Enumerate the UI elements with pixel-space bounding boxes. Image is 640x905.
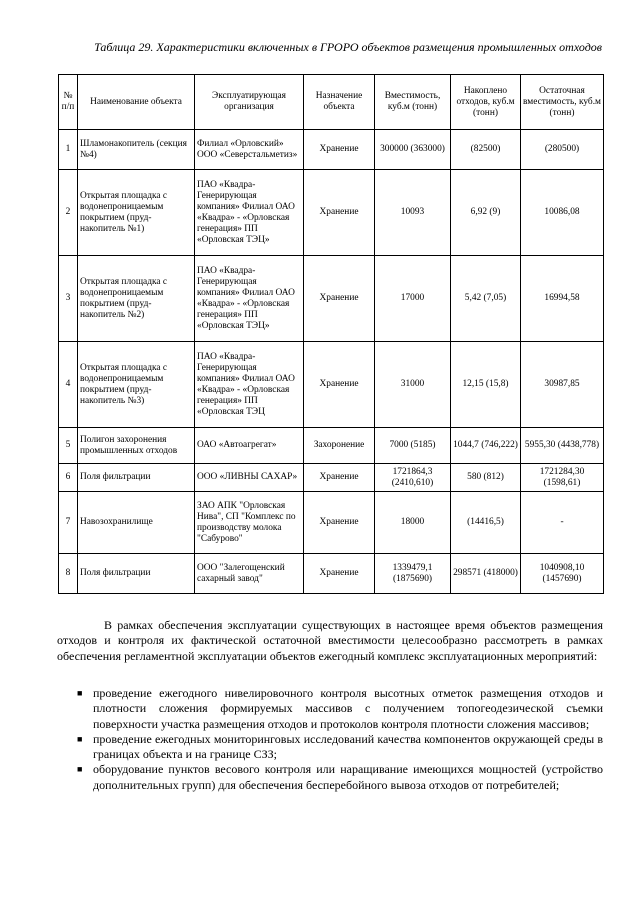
cell-remaining: (280500) [521, 130, 604, 170]
cell-capacity: 1721864,3 (2410,610) [375, 464, 451, 492]
cell-capacity: 31000 [375, 342, 451, 428]
header-remaining: Остаточная вместимость, куб.м (тонн) [521, 75, 604, 130]
cell-remaining: 1040908,10 (1457690) [521, 554, 604, 594]
cell-remaining: 10086,08 [521, 170, 604, 256]
cell-capacity: 1339479,1 (1875690) [375, 554, 451, 594]
cell-accumulated: 5,42 (7,05) [451, 256, 521, 342]
cell-operator: ПАО «Квадра-Генерирующая компания» Филиал ОАО «Квадра» - «Орловская генерация» ПП «Орловская ТЭЦ» [195, 256, 304, 342]
list-item-text: проведение ежегодного нивелировочного контроля высотных отметок размещения отходов и плотности сложения формируемых массивов с получением топогеодезической съемки поверхности участка размещения отходов и протоколов контроля плотности сложения массивов; [93, 686, 603, 731]
cell-purpose: Хранение [304, 130, 375, 170]
cell-accumulated: 1044,7 (746,222) [451, 428, 521, 464]
cell-operator: ПАО «Квадра-Генерирующая компания» Филиал ОАО «Квадра» - «Орловская генерация» ПП «Орловская ТЭЦ [195, 342, 304, 428]
table-row [59, 256, 604, 342]
cell-accumulated: (14416,5) [451, 492, 521, 554]
cell-operator: ПАО «Квадра-Генерирующая компания» Филиал ОАО «Квадра» - «Орловская генерация» ПП «Орловская ТЭЦ» [195, 170, 304, 256]
cell-number: 1 [59, 130, 78, 170]
list-item [57, 762, 603, 793]
cell-object-name: Поля фильтрации [78, 554, 195, 594]
cell-operator: ОАО «Автоагрегат» [195, 428, 304, 464]
cell-capacity: 300000 (363000) [375, 130, 451, 170]
cell-purpose: Хранение [304, 256, 375, 342]
header-operator: Эксплуатирующая организация [195, 75, 304, 130]
cell-number: 7 [59, 492, 78, 554]
header-object-name: Наименование объекта [78, 75, 195, 130]
measures-list [57, 686, 603, 793]
cell-object-name: Шламонакопитель (секция №4) [78, 130, 195, 170]
cell-purpose: Хранение [304, 464, 375, 492]
cell-operator: ООО «ЛИВНЫ САХАР» [195, 464, 304, 492]
cell-accumulated: 6,92 (9) [451, 170, 521, 256]
cell-purpose: Хранение [304, 170, 375, 256]
cell-operator: Филиал «Орловский» ООО «Северстальметиз» [195, 130, 304, 170]
cell-purpose: Хранение [304, 342, 375, 428]
cell-object-name: Навозохранилище [78, 492, 195, 554]
cell-number: 4 [59, 342, 78, 428]
cell-object-name: Открытая площадка с водонепроницаемым покрытием (пруд-накопитель №3) [78, 342, 195, 428]
table-row [59, 464, 604, 492]
cell-number: 3 [59, 256, 78, 342]
table-row [59, 428, 604, 464]
cell-purpose: Захоронение [304, 428, 375, 464]
body-paragraph: В рамках обеспечения эксплуатации существующих в настоящее время объектов размещения отходов и контроля их фактической остаточной вместимости целесообразно рассмотреть в рамках обеспечения регламентной эксплуатации объектов ежегодный комплекс эксплуатационных мероприятий: [57, 618, 603, 663]
cell-accumulated: 298571 (418000) [451, 554, 521, 594]
square-bullet-icon: ■ [77, 688, 83, 698]
cell-purpose: Хранение [304, 492, 375, 554]
cell-operator: ЗАО АПК "Орловская Нива", СП "Комплекс по производству молока "Сабурово" [195, 492, 304, 554]
cell-number: 6 [59, 464, 78, 492]
cell-purpose: Хранение [304, 554, 375, 594]
header-number: № п/п [59, 75, 78, 130]
square-bullet-icon: ■ [77, 764, 83, 775]
cell-number: 2 [59, 170, 78, 256]
cell-object-name: Полигон захоронения промышленных отходов [78, 428, 195, 464]
cell-remaining: - [521, 492, 604, 554]
list-item [57, 686, 603, 732]
cell-accumulated: (82500) [451, 130, 521, 170]
cell-remaining: 30987,85 [521, 342, 604, 428]
cell-capacity: 10093 [375, 170, 451, 256]
table-row [59, 492, 604, 554]
header-accumulated: Накоплено отходов, куб.м (тонн) [451, 75, 521, 130]
cell-accumulated: 580 (812) [451, 464, 521, 492]
table-row [59, 130, 604, 170]
square-bullet-icon: ■ [77, 733, 83, 744]
cell-object-name: Открытая площадка с водонепроницаемым покрытием (пруд-накопитель №2) [78, 256, 195, 342]
cell-object-name: Поля фильтрации [78, 464, 195, 492]
table-row [59, 342, 604, 428]
cell-number: 8 [59, 554, 78, 594]
table-row [59, 554, 604, 594]
cell-remaining: 1721284,30 (1598,61) [521, 464, 604, 492]
cell-operator: ООО "Залегощенский сахарный завод" [195, 554, 304, 594]
cell-accumulated: 12,15 (15,8) [451, 342, 521, 428]
cell-capacity: 7000 (5185) [375, 428, 451, 464]
waste-facilities-table [58, 74, 604, 594]
cell-remaining: 5955,30 (4438,778) [521, 428, 604, 464]
cell-capacity: 18000 [375, 492, 451, 554]
table-caption: Таблица 29. Характеристики включенных в ГРОРО объектов размещения промышленных отходов [94, 40, 602, 54]
cell-capacity: 17000 [375, 256, 451, 342]
cell-object-name: Открытая площадка с водонепроницаемым покрытием (пруд-накопитель №1) [78, 170, 195, 256]
cell-remaining: 16994,58 [521, 256, 604, 342]
header-purpose: Назначение объекта [304, 75, 375, 130]
table-header-row [59, 75, 604, 130]
list-item-text: оборудование пунктов весового контроля или наращивание имеющихся мощностей (устройство дополнительных групп) для обеспечения бесперебойного вывоза отходов от потребителей; [93, 762, 603, 792]
cell-number: 5 [59, 428, 78, 464]
list-item-text: проведение ежегодных мониторинговых исследований качества компонентов окружающей среды в границах объекта и на границе СЗЗ; [93, 731, 603, 762]
table-row [59, 170, 604, 256]
header-capacity: Вместимость, куб.м (тонн) [375, 75, 451, 130]
list-item [57, 732, 603, 763]
